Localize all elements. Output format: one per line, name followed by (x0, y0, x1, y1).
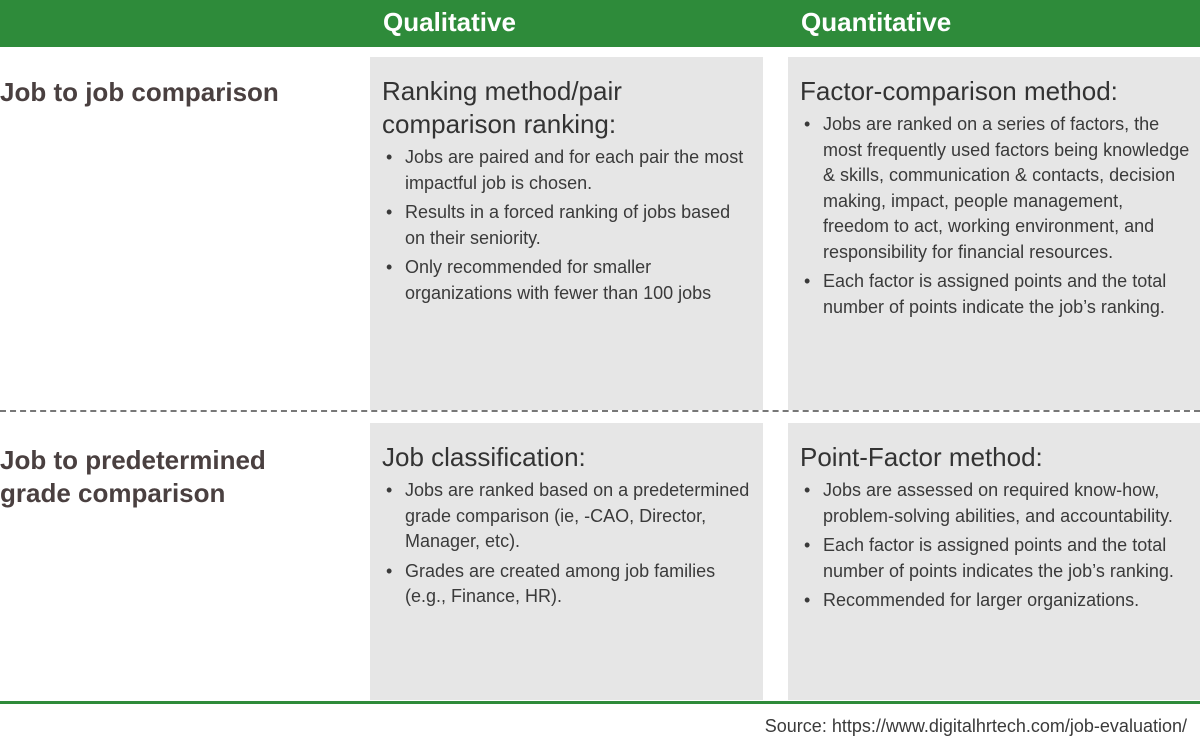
row-label-job-to-grade: Job to predetermined grade comparison (0, 445, 266, 508)
cell-title: Job classification: (382, 442, 586, 472)
bullet-icon: • (386, 480, 393, 500)
column-header-quantitative: Quantitative (801, 7, 952, 37)
bullet-icon: • (386, 560, 393, 581)
table-header (0, 0, 1200, 47)
bullet-item: • Jobs are paired and for each pair the most impactful job is chosen. (386, 147, 744, 193)
cell-title: Factor-comparison method: (800, 76, 1118, 106)
bullet-item: • Jobs are assessed on required know-how, problem-solving abilities, and accountability. (804, 480, 1173, 526)
bullet-item: • Jobs are ranked based on a predetermined grade comparison (ie, -CAO, Director, Manager, etc). (386, 480, 750, 551)
cell-point-factor (788, 423, 1200, 700)
column-header-qualitative: Qualitative (383, 7, 516, 37)
bullet-item: • Each factor is assigned points and the total number of points indicates the job’s ranking. (804, 535, 1174, 581)
bullet-item: • Grades are created among job families (e.g., Finance, HR). (386, 560, 716, 606)
source-citation: Source: https://www.digitalhrtech.com/job-evaluation/ (764, 716, 1187, 736)
bullet-list (382, 145, 753, 306)
bullet-icon: • (804, 480, 811, 500)
bullet-item: • Each factor is assigned points and the total number of points indicate the job’s ranking. (804, 271, 1167, 317)
bullet-item: • Jobs are ranked on a series of factors, the most frequently used factors being knowledge & skills, communication & contacts, decision making, impact, people management, freedom to act, working environment, and responsibility for financial resources. (804, 114, 1190, 262)
bullet-icon: • (804, 271, 811, 291)
cell-job-classification (370, 423, 763, 700)
bullet-icon: • (386, 257, 393, 277)
bullet-list (382, 478, 753, 610)
bullet-list (800, 112, 1190, 320)
bullet-item: • Only recommended for smaller organizations with fewer than 100 jobs (386, 257, 712, 303)
bullet-item: • Recommended for larger organizations. (800, 588, 1190, 614)
bullet-icon: • (386, 147, 393, 167)
bullet-icon: • (804, 535, 811, 555)
bullet-icon: • (804, 590, 811, 610)
cell-title: Ranking method/pair comparison ranking: (382, 76, 622, 139)
cell-ranking-method (370, 57, 763, 410)
row-divider (0, 410, 1200, 412)
bullet-icon: • (804, 114, 811, 134)
bullet-item: • Results in a forced ranking of jobs based on their seniority. (386, 202, 731, 248)
footer-divider (0, 701, 1200, 704)
bullet-list (800, 478, 1190, 614)
cell-factor-comparison (788, 57, 1200, 410)
cell-title: Point-Factor method: (800, 442, 1043, 472)
row-label-job-to-job: Job to job comparison (0, 77, 279, 107)
bullet-icon: • (386, 202, 393, 222)
